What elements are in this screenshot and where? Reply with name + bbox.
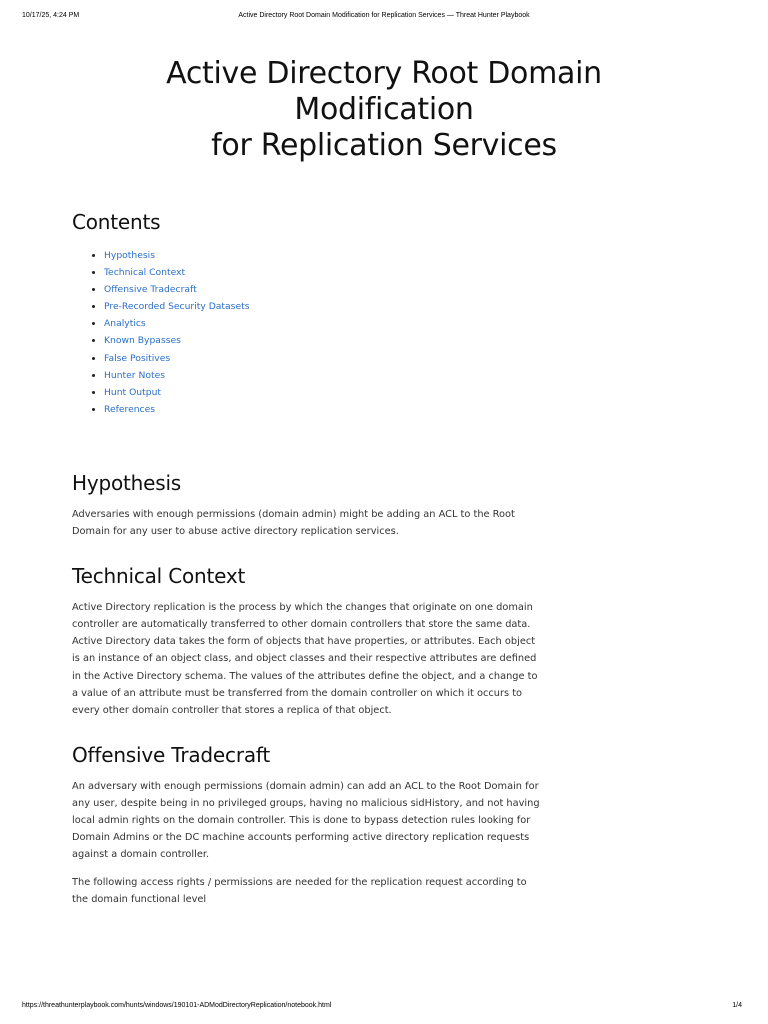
toc-item [104, 332, 696, 349]
print-header [0, 12, 768, 24]
toc-item [104, 350, 696, 367]
toc-link-references[interactable]: References [104, 403, 156, 415]
toc-link-hunt-output[interactable]: Hunt Output [104, 386, 161, 398]
toc-link-analytics[interactable]: Analytics [104, 318, 146, 330]
offensive-tradecraft-paragraph-2: The following access rights / permissions are needed for the replication request according to the domain functional level [72, 877, 527, 906]
print-footer [0, 1002, 768, 1014]
toc-item [104, 367, 696, 384]
toc-item [104, 264, 696, 281]
print-page-url: https://threathunterplaybook.com/hunts/windows/190101-ADModDirectoryReplication/notebook.html [22, 1002, 332, 1009]
table-of-contents [72, 247, 696, 418]
toc-link-technical-context[interactable]: Technical Context [104, 267, 186, 279]
toc-link-hypothesis[interactable]: Hypothesis [104, 250, 156, 261]
toc-link-hunter-notes[interactable]: Hunter Notes [104, 369, 166, 381]
toc-item [104, 401, 696, 418]
toc-item [104, 281, 696, 298]
hypothesis-paragraph: Adversaries with enough permissions (domain admin) might be adding an ACL to the Root Domain for any user to abuse active directory replication services. [72, 508, 515, 538]
contents-heading: Contents [72, 210, 161, 234]
article [72, 56, 696, 908]
technical-context-paragraph: Active Directory replication is the process by which the changes that originate on one domain controller are automatically transferred to other domain controllers that store the same data. Active Directory data takes the form of objects that have properties, or attributes. Each object is an instance of an object class, and object classes and their respective attributes are defined in the Active Directory schema. The values of the attributes define the object, and a change to a value of an attribute must be transferred from the domain controller on which it occurs to every other domain controller that stores a replica of that object. [72, 602, 538, 716]
toc-item [104, 315, 696, 332]
offensive-tradecraft-heading: Offensive Tradecraft [72, 742, 271, 767]
hypothesis-heading: Hypothesis [72, 470, 182, 495]
page-title-line-1: Active Directory Root Domain Modification [166, 56, 602, 127]
toc-link-offensive-tradecraft[interactable]: Offensive Tradecraft [104, 284, 197, 296]
print-datetime: 10/17/25, 4:24 PM [22, 12, 80, 19]
page-title [72, 56, 696, 164]
toc-link-pre-recorded-security-datasets[interactable]: Pre-Recorded Security Datasets [104, 301, 250, 313]
toc-link-false-positives[interactable]: False Positives [104, 352, 171, 364]
offensive-tradecraft-paragraph-1: An adversary with enough permissions (domain admin) can add an ACL to the Root Domain for any user, despite being in no privileged groups, having no malicious sidHistory, and not having local admin rights on the domain controller. This is done to bypass detection rules looking for Domain Admins or the DC machine accounts performing active directory replication requests against a domain controller. [72, 780, 540, 861]
print-page-number: 1/4 [732, 1002, 742, 1009]
page-title-line-2: for Replication Services [211, 128, 557, 163]
toc-link-known-bypasses[interactable]: Known Bypasses [104, 335, 181, 347]
toc-item [104, 247, 696, 264]
toc-item [104, 384, 696, 401]
toc-item [104, 298, 696, 315]
technical-context-heading: Technical Context [72, 564, 246, 589]
print-document-title: Active Directory Root Domain Modification for Replication Services — Threat Hunter Playbook [238, 12, 530, 19]
